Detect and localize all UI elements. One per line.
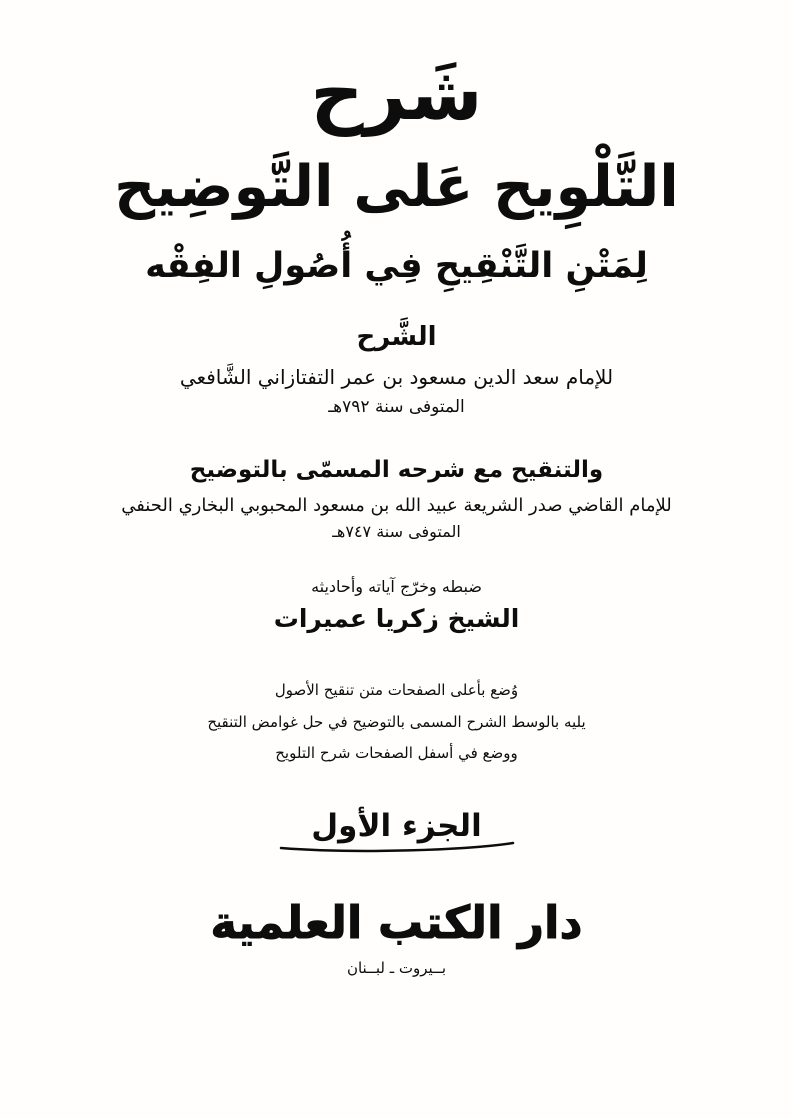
publisher-location: بــيروت ـ لبــنان	[346, 958, 447, 977]
editor-role-line: ضبطه وخرّج آياته وأحاديثه	[311, 577, 482, 597]
layout-note-line-1: وُضع بأعلى الصفحات متن تنقيح الأصول	[274, 681, 519, 700]
book-title: التَّلْوِيح عَلى التَّوضِيح	[114, 153, 679, 220]
layout-note-line-2: يليه بالوسط الشرح المسمى بالتوضيح في حل غوامض التنقيح	[207, 712, 586, 731]
series-word-sharh: شَرح	[310, 51, 483, 137]
matn-and-tawdih-note: والتنقيح مع شرحه المسمّى بالتوضيح	[189, 457, 604, 484]
commentary-author-death-date: المتوفى سنة ٧٩٢هـ	[328, 397, 465, 418]
book-subtitle: لِمَتْنِ التَّنْقِيحِ فِي أُصُولِ الفِقْه	[145, 245, 648, 286]
layout-note-line-3: ووضع في أسفل الصفحات شرح التلويح	[275, 744, 518, 763]
editor-name: الشيخ زكريا عميرات	[273, 604, 520, 634]
matn-author-death-date: المتوفى سنة ٧٤٧هـ	[332, 522, 461, 542]
volume-label: الجزء الأول	[311, 807, 482, 844]
publisher-block	[0, 896, 793, 977]
page-layout-note	[0, 675, 793, 770]
commentary-heading: الشَّرح	[356, 322, 437, 353]
volume-block	[0, 808, 793, 856]
publisher-logo-text: دار الكتب العلمية	[210, 895, 583, 949]
matn-author: للإمام القاضي صدر الشريعة عبيد الله بن مسعود المحبوبي البخاري الحنفي	[121, 495, 672, 517]
commentary-author: للإمام سعد الدين مسعود بن عمر التفتازاني الشَّافعي	[179, 365, 614, 390]
